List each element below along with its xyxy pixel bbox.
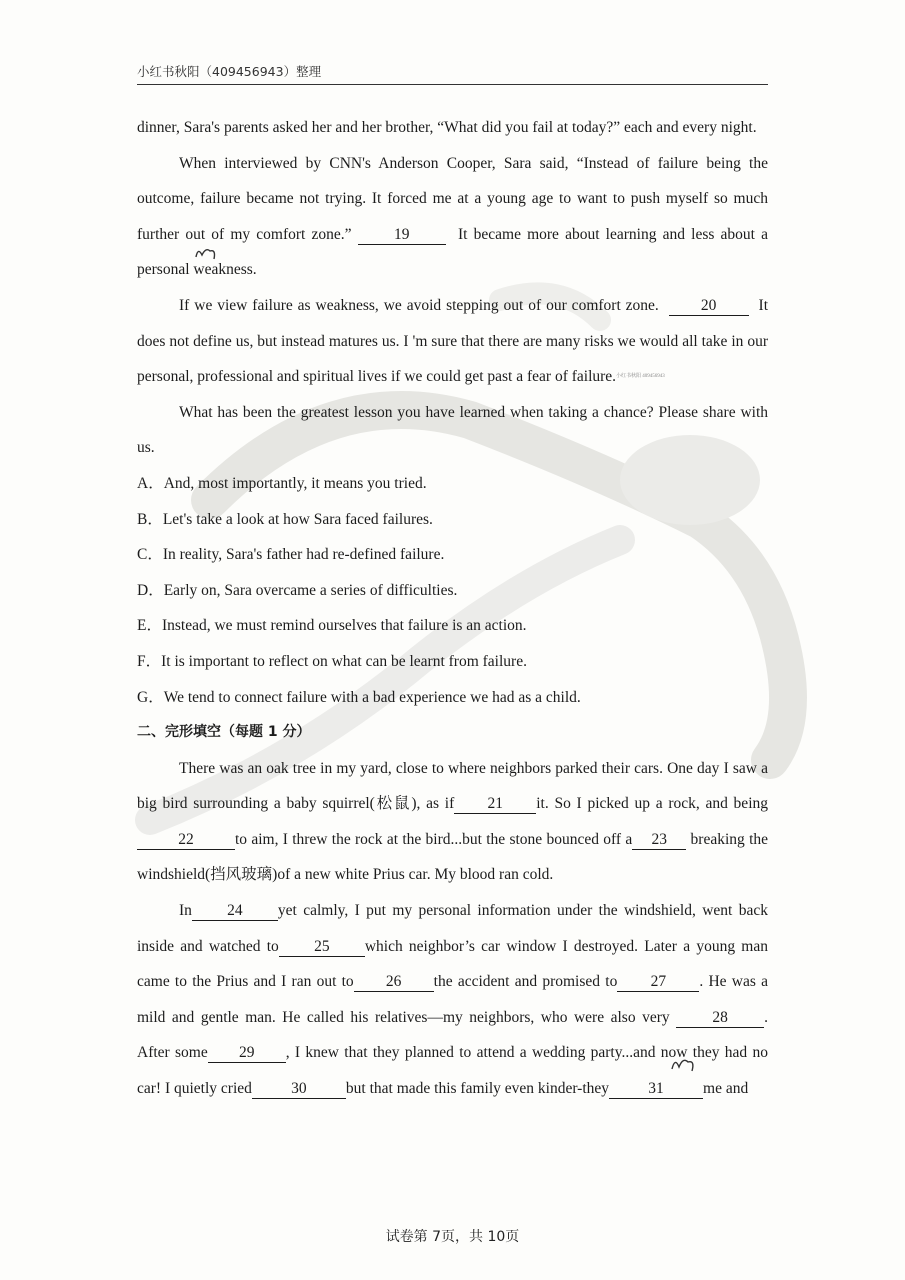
- paragraph-text: me and: [703, 1080, 749, 1098]
- passage-paragraph-3: [137, 288, 768, 395]
- answer-blank-20: 20: [669, 297, 749, 316]
- paragraph-text: It became more about learning and less about a personal weakness.: [137, 225, 769, 279]
- paragraph-text: but that made this family even kinder-they: [345, 1080, 610, 1098]
- paragraph-text: to aim, I threw the rock at the bird...but the stone bounced off a: [235, 830, 633, 848]
- answer-blank-26: 26: [354, 973, 434, 992]
- paragraph-text: it. So I picked up a rock, and being: [536, 795, 768, 813]
- option-b: B．Let's take a look at how Sara faced failures.: [137, 510, 433, 528]
- passage-paragraph-2: [137, 146, 768, 288]
- answer-blank-25: 25: [279, 938, 365, 957]
- paragraph-text: If we view failure as weakness, we avoid stepping out of our comfort zone.: [179, 296, 659, 314]
- option-d: D．Early on, Sara overcame a series of difficulties.: [137, 581, 458, 599]
- option-f: F．It is important to reflect on what can be learnt from failure.: [137, 652, 527, 670]
- paragraph-text: In: [179, 902, 192, 920]
- answer-blank-21: 21: [454, 795, 536, 814]
- paragraph-text: . He was a mild and gentle man. He called his relatives—my neighbors, who were also very: [137, 973, 768, 1026]
- paragraph-text: . After some: [137, 1008, 769, 1062]
- cloze-paragraph-1: [137, 751, 768, 893]
- answer-blank-31: 31: [609, 1080, 703, 1099]
- paragraph-text: There was an oak tree in my yard, close to where neighbors parked their cars. One day I saw a big bird surrounding a baby squirrel(松鼠), as if: [137, 759, 768, 813]
- pen-scribble-icon: [670, 1055, 698, 1075]
- option-c: C．In reality, Sara's father had re-defined failure.: [137, 546, 445, 564]
- option-a: A．And, most importantly, it means you tried.: [137, 474, 427, 492]
- paragraph-text: It does not define us, but instead matures us. I 'm sure that there are many risks we would all take in our personal, professional and spiritual lives if we could get past a fear of failure.: [137, 296, 768, 386]
- page-content: [137, 110, 768, 1107]
- answer-blank-28: 28: [676, 1009, 764, 1028]
- tiny-watermark-text: 小红书秋阳 409456943: [616, 374, 665, 380]
- page-footer: [0, 1226, 905, 1246]
- paragraph-text: breaking the windshield(挡风玻璃)of a new white Prius car. My blood ran cold.: [137, 830, 769, 884]
- answer-blank-30: 30: [252, 1080, 346, 1099]
- answer-blank-23: 23: [632, 831, 686, 850]
- paragraph-text: the accident and promised to: [433, 973, 618, 991]
- answer-blank-22: 22: [137, 831, 235, 850]
- paragraph-text: which neighbor’s car window I destroyed. Later a young man came to the Prius and I ran out to: [137, 937, 768, 991]
- page-number: 试卷第 7页，共 10页: [385, 1229, 520, 1245]
- pen-scribble-icon: [194, 245, 220, 263]
- option-g: G．We tend to connect failure with a bad experience we had as a child.: [137, 688, 581, 706]
- paragraph-text: , I knew that they planned to attend a wedding party...and now they had no car! I quietly cried: [137, 1044, 768, 1098]
- section-2-title: 二、完形填空（每题 1 分）: [137, 724, 311, 741]
- passage-paragraph-1: dinner, Sara's parents asked her and her brother, “What did you fail at today?” each and every night.: [137, 119, 757, 136]
- answer-blank-19: 19: [358, 226, 446, 245]
- header-text: 小红书秋阳（409456943）整理: [137, 64, 322, 79]
- paragraph-text: When interviewed by CNN's Anderson Cooper, Sara said, “Instead of failure being the outcome, failure became not trying. It forced me at a young age to want to push myself so much further out of my comfort zone.”: [137, 154, 768, 243]
- answer-blank-24: 24: [192, 902, 278, 921]
- answer-blank-27: 27: [617, 973, 699, 992]
- answer-blank-29: 29: [208, 1044, 286, 1063]
- option-e: E．Instead, we must remind ourselves that failure is an action.: [137, 617, 527, 635]
- page-header: [137, 62, 768, 85]
- passage-paragraph-4: What has been the greatest lesson you have learned when taking a chance? Please share with us.: [137, 403, 768, 457]
- paragraph-text: yet calmly, I put my personal information under the windshield, went back inside and watched to: [137, 902, 768, 955]
